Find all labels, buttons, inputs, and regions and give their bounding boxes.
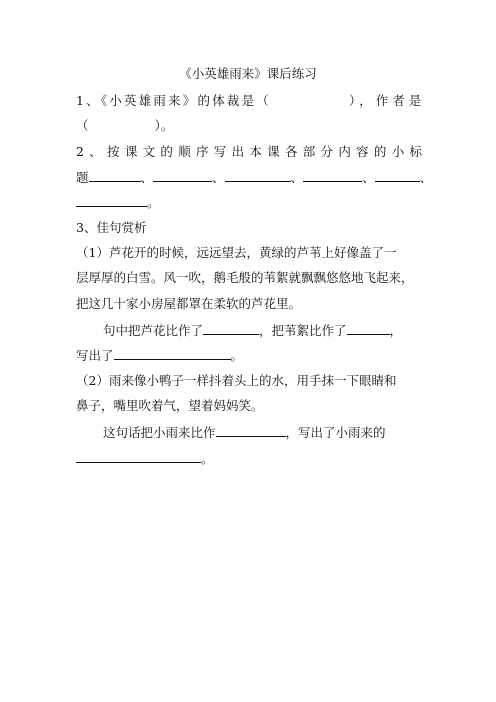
q1-text-c: （: [76, 118, 89, 133]
question-3-heading: 3、佳句赏析: [76, 220, 147, 235]
answer-1-line-2: [76, 346, 422, 365]
page-title: 《小英雄雨来》课后练习: [179, 66, 317, 81]
passage-1-line-1: （1）芦花开的时候，远远望去，黄绿的芦苇上好像盖了一: [76, 245, 397, 260]
subtitle-blank-4[interactable]: [303, 168, 362, 182]
yulai-trait-blank[interactable]: [76, 449, 201, 463]
question-2-line-1: 2、按课文的顺序写出本课各部分内容的小标: [76, 144, 422, 159]
q1-text-b: ），作者是: [349, 93, 426, 108]
passage-2-line-1: （2）雨来像小鸭子一样抖着头上的水，用手抹一下眼睛和: [76, 373, 397, 388]
a2-text-c: 。: [201, 451, 214, 466]
subtitle-blank-1[interactable]: [89, 168, 141, 182]
reed-flower-metaphor-blank[interactable]: [203, 321, 259, 335]
q2-sep-1: 、: [140, 170, 154, 185]
q1-text-d: ）。: [154, 118, 174, 133]
q2-sep-2: 、: [212, 170, 225, 185]
a1-text-e: 。: [230, 348, 244, 363]
q2-text-a: 题: [76, 170, 89, 185]
reed-catkin-metaphor-blank[interactable]: [347, 321, 390, 335]
q2-sep-4: 、: [362, 170, 375, 185]
q2-end: 。: [147, 195, 160, 210]
passage-2-line-2: 鼻子，嘴里吹着气，望着妈妈笑。: [76, 398, 264, 413]
passage-1-line-3: 把这几十家小房屋都罩在柔软的芦花里。: [76, 296, 302, 311]
a1-text-a: 句中把芦花比作了: [103, 323, 204, 338]
a1-text-d: 写出了: [76, 348, 114, 363]
subtitle-blank-3[interactable]: [225, 168, 291, 182]
subtitle-blank-6[interactable]: [76, 193, 147, 207]
q2-sep-5: 、: [419, 170, 433, 185]
q2-sep-3: 、: [290, 170, 304, 185]
question-2-line-3: [76, 193, 422, 212]
passage-1-effect-blank[interactable]: [114, 346, 231, 360]
a1-text-c: ，: [389, 323, 403, 338]
yulai-metaphor-blank[interactable]: [216, 423, 286, 437]
a2-text-b: ，写出了小雨来的: [285, 425, 386, 440]
answer-2-line-2: [76, 449, 422, 468]
question-1-line-2: [76, 117, 422, 135]
answer-1-line-1: [76, 321, 449, 340]
subtitle-blank-5[interactable]: [375, 168, 420, 182]
a1-text-b: ，把苇絮比作了: [259, 323, 347, 338]
passage-1-line-2: 层厚厚的白雪。风一吹，鹅毛般的苇絮就飘飘悠悠地飞起来，: [76, 270, 414, 285]
q1-text-a: 1、《小英雄雨来》的体裁是（: [76, 93, 272, 108]
a2-text-a: 这句话把小雨来比作: [103, 425, 216, 440]
subtitle-blank-2[interactable]: [153, 168, 212, 182]
question-1-line-1: [76, 92, 426, 110]
answer-2-line-1: [76, 423, 449, 442]
question-2-line-2: [76, 168, 433, 187]
